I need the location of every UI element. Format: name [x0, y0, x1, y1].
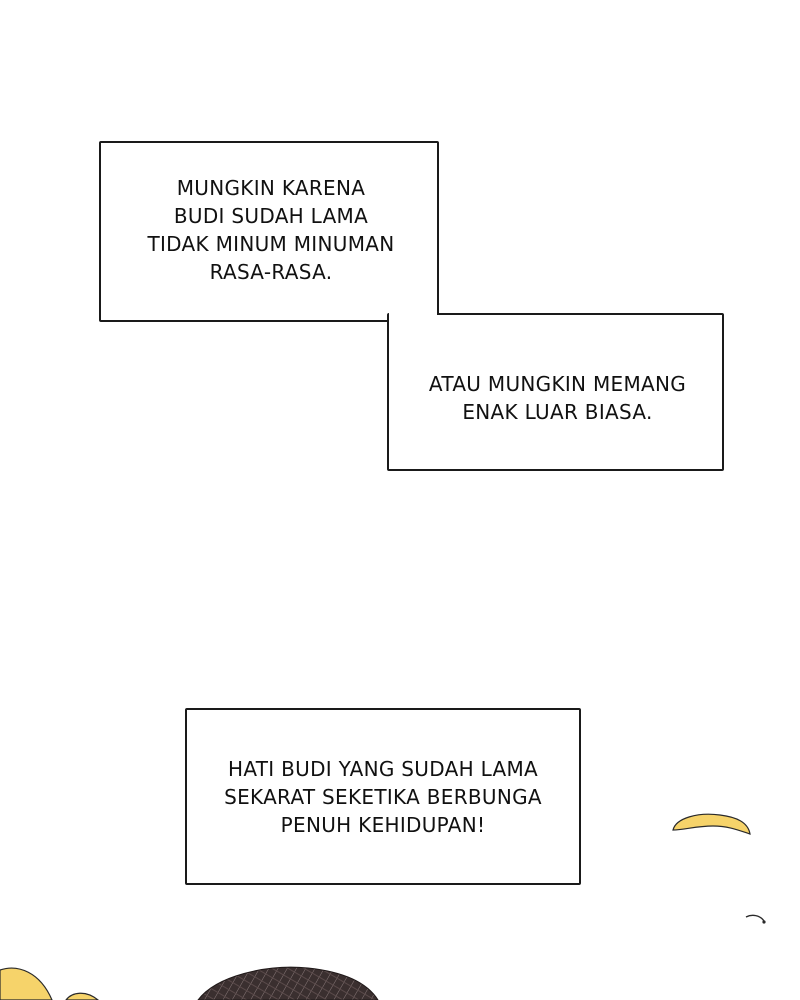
- caption-line: ATAU MUNGKIN MEMANG: [428, 372, 687, 396]
- caption-text-third: [224, 755, 542, 839]
- yellow-petal-bottom-left-icon: [0, 962, 110, 1000]
- caption-text-second: [399, 370, 716, 426]
- caption-line: PENUH KEHIDUPAN!: [280, 812, 486, 837]
- caption-line: BUDI SUDAH LAMA: [173, 204, 369, 228]
- caption-text-first: [121, 174, 421, 286]
- caption-box-second: [387, 313, 724, 471]
- caption-box-first: [99, 141, 439, 322]
- caption-box-join: [389, 310, 437, 324]
- flower-petal-icon: [668, 808, 758, 842]
- caption-line: RASA-RASA.: [209, 260, 333, 284]
- hair-pattern-icon: [196, 966, 380, 1000]
- caption-line: TIDAK MINUM MINUMAN: [147, 232, 395, 256]
- caption-box-third: [185, 708, 581, 885]
- caption-line: HATI BUDI YANG SUDAH LAMA: [227, 756, 538, 781]
- small-swirl-icon: [744, 912, 770, 928]
- caption-line: ENAK LUAR BIASA.: [462, 400, 653, 424]
- caption-line: SEKARAT SEKETIKA BERBUNGA: [224, 784, 542, 809]
- caption-line: MUNGKIN KARENA: [176, 176, 366, 200]
